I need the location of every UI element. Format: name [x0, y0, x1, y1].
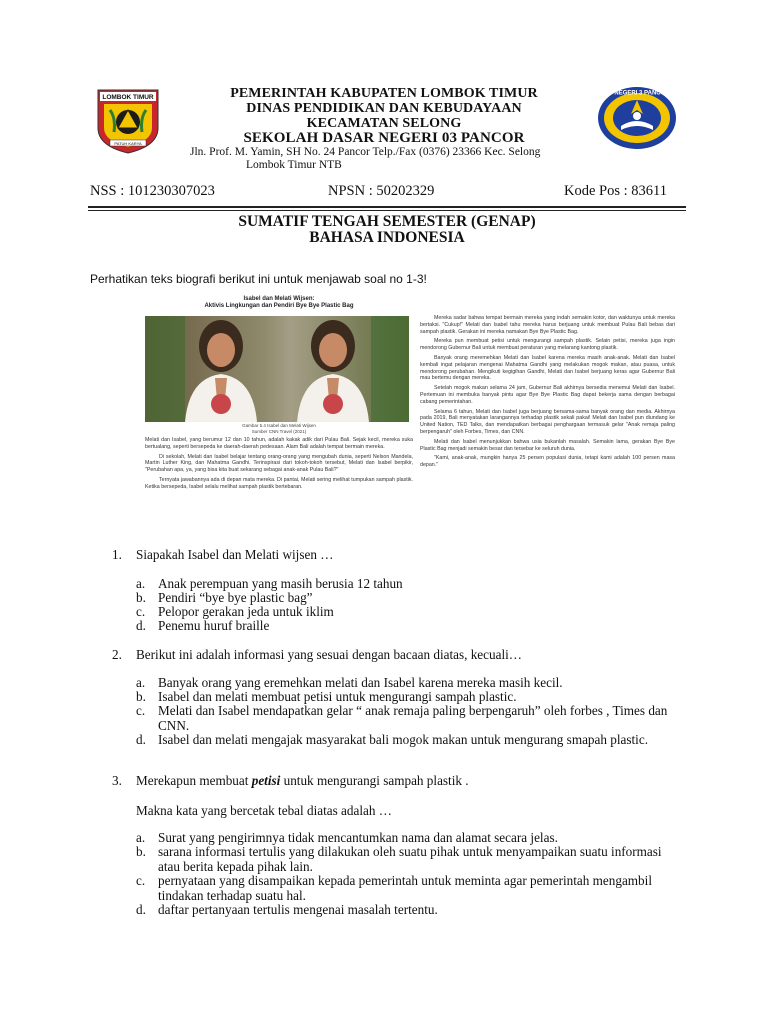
option-letter: c. — [136, 703, 146, 718]
question-number: 3. — [112, 773, 122, 788]
article-right-paragraph-2: Mereka pun membuat petisi untuk mengurangi sampah plastik. Selain petisi, mereka juga ingin mendorong Gubernur Bali untuk membuat peraturan yang melarang kantong plastik. — [420, 338, 675, 352]
article-right-paragraph-3: Banyak orang meremehkan Melati dan Isabel karena mereka masih anak-anak. Melati dan Isabel kembali ingat pelajaran mengenai Mahatma Gandhi yang melakukan mogok makan, atau puasa, untuk mendorong perubahan. Mengikuti kegigihan Gandhi, Melati dan Isabel berjuang keras agar Gubernur Bali mau bertemu dengan mereka. — [420, 354, 675, 382]
question-3-subtext — [136, 804, 676, 819]
option-text: Banyak orang yang eremehkan melati dan Isabel karena mereka masih kecil. — [158, 675, 563, 690]
biography-article-image — [145, 296, 675, 536]
option-letter: c. — [136, 604, 146, 619]
question-text-before: Merekapun membuat — [136, 773, 252, 788]
option-text: Isabel dan melati membuat petisi untuk mengurangi sampah plastic. — [158, 689, 517, 704]
letterhead-line-1: PEMERINTAH KABUPATEN LOMBOK TIMUR — [230, 86, 538, 101]
article-right-paragraph-4: Setelah mogok makan selama 24 jam, Gubernur Bali akhirnya bersedia menemui Melati dan Isabel. Pertemuan ini membuka banyak pintu agar Bye Bye Plastic Bag dapat bekerja sama dengan berbagai cabang pemerintahan. — [420, 385, 675, 405]
photo-caption-2: Sumber CNN Travel (2021) — [251, 429, 307, 434]
letterhead-school-name: SEKOLAH DASAR NEGERI 03 PANCOR — [243, 130, 525, 146]
letterhead-line-2: DINAS PENDIDIKAN DAN KEBUDAYAAN — [246, 101, 522, 116]
article-right-column — [420, 312, 675, 469]
option-letter: a. — [136, 675, 146, 690]
article-title-1: Isabel dan Melati Wijsen: — [243, 296, 315, 302]
article-left-paragraph-2: Di sekolah, Melati dan Isabel belajar tentang orang-orang yang mengubah dunia, seperti Nelson Mandela, Martin Luther King, dan Mahatma Gandhi. Terinspirasi dari tokoh-tokoh tersebut, Melati dan Isabel berpikir, "Perubahan apa, ya, yang bisa kita buat sekarang sebagai anak-anak Pulau Bali?" — [145, 453, 413, 474]
option-text: Isabel dan melati mengajak masyarakat bali mogok makan untuk mengurang smapah plastic. — [158, 732, 648, 747]
option-text: Anak perempuan yang masih berusia 12 tahun — [158, 576, 403, 591]
question-number: 2. — [112, 647, 122, 662]
option-text: Pelopor gerakan jeda untuk iklim — [158, 604, 334, 619]
option-text: Melati dan Isabel mendapatkan gelar “ anak remaja paling berpengaruh” oleh forbes , Times dan CNN. — [158, 703, 668, 733]
article-left-paragraph-1: Melati dan Isabel, yang berumur 12 dan 10 tahun, adalah kakak adik dari Pulau Bali. Sejak kecil, mereka suka bertualang, seperti bersepeda ke daerah-daerah pedesaan. Alam Bali adalah tempat bermain mereka. — [145, 437, 413, 450]
article-right-paragraph-6: Melati dan Isabel menunjukkan bahwa usia bukanlah masalah. Semakin lama, gerakan Bye Bye Plastic Bag menjadi semakin besar dan tersebar ke seluruh dunia. — [420, 438, 675, 452]
logo-right-label: SD NEGERI 3 PANCOR — [604, 90, 670, 97]
option-letter: d. — [136, 732, 146, 747]
article-left-column — [145, 296, 413, 491]
question-text: Siapakah Isabel dan Melati wijsen … — [136, 547, 334, 562]
npsn-number: NPSN : 50202329 — [328, 183, 435, 199]
question-subtext: Makna kata yang bercetak tebal diatas adalah … — [136, 803, 392, 818]
header-divider-thin — [88, 210, 686, 211]
option-text: Penemu huruf braille — [158, 618, 270, 633]
wijsen-sisters-photo — [145, 316, 409, 422]
question-text-after: untuk mengurangi sampah plastik . — [280, 773, 469, 788]
reading-instruction: Perhatikan teks biografi berikut ini untuk menjawab soal no 1-3! — [90, 272, 427, 286]
postal-code: Kode Pos : 83611 — [564, 183, 667, 199]
school-letterhead — [180, 86, 588, 172]
question-text: Berikut ini adalah informasi yang sesuai dengan bacaan diatas, kecuali… — [136, 647, 522, 662]
exam-name: SUMATIF TENGAH SEMESTER (GENAP) — [238, 213, 536, 230]
option-letter: b. — [136, 689, 146, 704]
option-text: daftar pertanyaan tertulis mengenai masalah tertentu. — [158, 902, 438, 917]
option-letter: b. — [136, 590, 146, 605]
option-letter: d. — [136, 902, 146, 917]
lombok-timur-logo — [96, 88, 160, 154]
option-text: Surat yang pengirimnya tidak mencantumkan nama dan alamat secara jelas. — [158, 830, 558, 845]
article-right-paragraph-1: Mereka sadar bahwa tempat bermain mereka yang indah semakin kotor, dan waktunya untuk mereka bertaksi. "Cukup!" Melati dan Isabel tahu mereka harus berjuang untuk membuat Pulau Bali bebas dari sampah plastik. Gerakan ini mereka namakan Bye Bye Plastic Bag. — [420, 315, 675, 335]
option-text: sarana informasi tertulis yang dilakukan oleh suatu pihak untuk menyampaikan suatu informasi atau berita kepada pihak lain. — [158, 844, 662, 874]
letterhead-address-1: Jln. Prof. M. Yamin, SH No. 24 Pancor Telp./Fax (0376) 23366 Kec. Selong — [190, 146, 541, 158]
option-text: Pendiri “bye bye plastic bag” — [158, 590, 313, 605]
header-divider-thick — [88, 206, 686, 208]
article-right-paragraph-5: Selama 6 tahun, Melati dan Isabel juga berjuang bersama-sama banyak orang dan media. Akhirnya pada 2019, Bali menyatakan larangannya terhadap plastik sekali pakai! Melati dan Isabel pun diundang ke United Nation, TED Talks, dan mendapatkan berbagai penghargaan termasuk gelar "Anak remaja paling berpengaruh" oleh Forbes, Times, dan CNN. — [420, 408, 675, 435]
question-number: 1. — [112, 547, 122, 562]
nss-number: NSS : 101230307023 — [90, 183, 215, 199]
exam-title — [88, 214, 686, 246]
exam-subject: BAHASA INDONESIA — [309, 229, 465, 246]
option-letter: a. — [136, 576, 146, 591]
option-letter: c. — [136, 873, 146, 888]
article-left-paragraph-3: Ternyata jawabannya ada di depan mata mereka. Di pantai, Melati sering melihat tumpukan sampah plastik. Ketika bersepeda, Isabel selalu melihat sampah plastik bertebaran. — [145, 476, 413, 490]
option-letter: a. — [136, 830, 146, 845]
option-letter: b. — [136, 844, 146, 859]
sd-negeri-3-pancor-logo — [597, 86, 677, 150]
logo-left-motto: PATUH KARYA — [114, 141, 142, 146]
logo-left-label: LOMBOK TIMUR — [102, 94, 154, 101]
article-title-2: Aktivis Lingkungan dan Pendiri Bye Bye Plastic Bag — [204, 303, 354, 309]
option-text: pernyataan yang disampaikan kepada pemerintah untuk meminta agar pemerintah mengambil tindakan terhadap suatu hal. — [158, 873, 652, 903]
option-letter: d. — [136, 618, 146, 633]
photo-caption-1: Gambar 5.4 Isabel dan Melati Wijsen — [242, 423, 316, 428]
letterhead-line-3: KECAMATAN SELONG — [306, 116, 462, 131]
question-text — [136, 774, 681, 789]
article-right-paragraph-7: "Kami, anak-anak, mungkin hanya 25 persen populasi dunia, tetapi kami adalah 100 persen masa depan." — [420, 455, 675, 469]
question-bold-word: petisi — [251, 773, 281, 788]
letterhead-address-2: Lombok Timur NTB — [246, 159, 342, 171]
